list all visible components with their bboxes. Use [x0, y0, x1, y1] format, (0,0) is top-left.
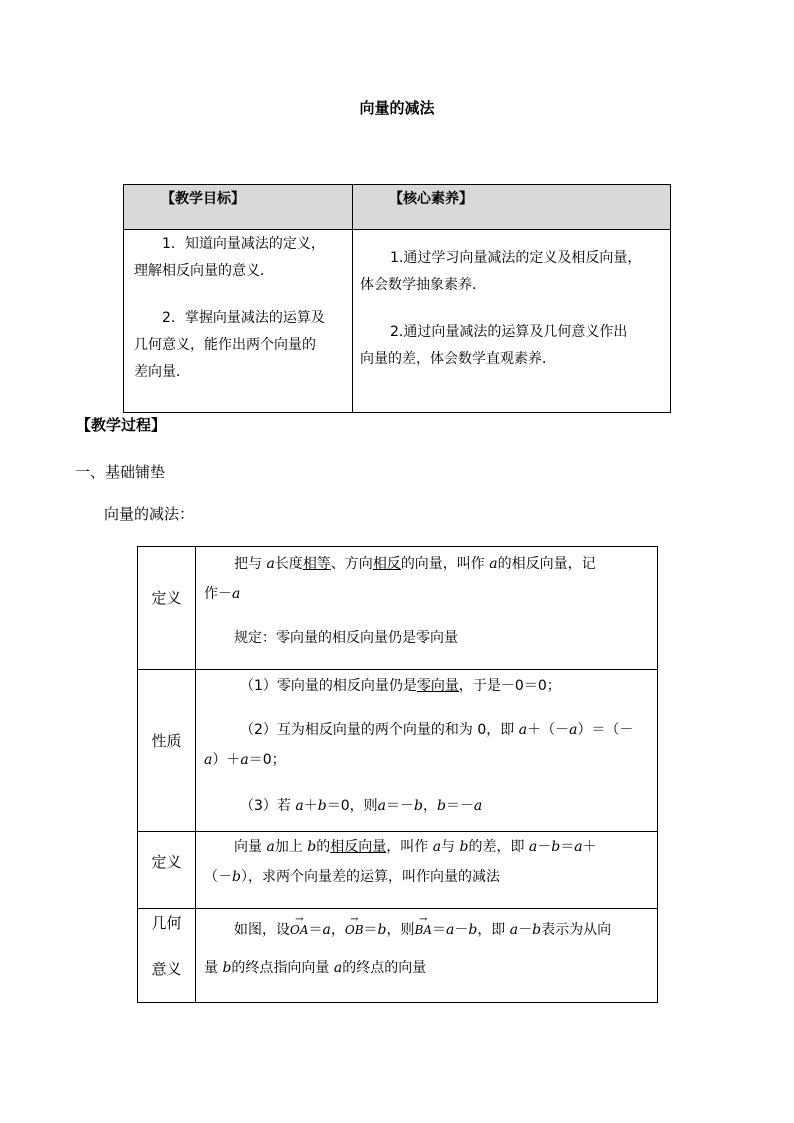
- section-heading: 一、基础铺垫: [75, 463, 166, 481]
- definition-opposite-text: 把与 a长度相等、方向相反的向量，叫作 a的相反向量，记 作－a 规定：零向量的相反向量仍是零向量: [204, 556, 596, 646]
- page-title: 向量的减法: [359, 99, 435, 117]
- properties-text: （1）零向量的相反向量仍是零向量，于是－0＝0； （2）互为相反向量的两个向量的和为 0，即 a＋（－a）＝（－ a）＋a＝0； （3）若 a＋b＝0，则a＝－b，b＝－a: [204, 678, 634, 814]
- label-property: 性质: [151, 732, 182, 750]
- label-meaning: 意义: [151, 960, 182, 978]
- header-goals: 【教学目标】: [161, 191, 245, 207]
- goals-table: [123, 184, 671, 413]
- intro-text: 向量的减法：: [104, 505, 195, 523]
- process-heading: 【教学过程】: [76, 416, 167, 434]
- literacy-item-1: 1.通过学习向量减法的定义及相反向量， 体会数学抽象素养．: [360, 250, 642, 293]
- label-definition-2: 定义: [151, 853, 182, 871]
- geometric-meaning-text: 如图，设→ OA＝a，→ OB＝b，则→ BA＝a－b，即 a－b表示为从向 量 b的终点指向向量 a的终点的向量: [204, 915, 654, 983]
- vector-oa: → OA: [290, 915, 309, 945]
- subtraction-table: [137, 546, 658, 1003]
- header-literacy: 【核心素养】: [389, 191, 473, 207]
- header-cell-literacy: [353, 185, 670, 230]
- goal-item-2: 2．掌握向量减法的运算及 几何意义，能作出两个向量的 差向量．: [134, 310, 325, 380]
- header-cell-goals: [124, 185, 352, 230]
- literacy-item-2: 2.通过向量减法的运算及几何意义作出 向量的差，体会数学直观素养．: [360, 324, 628, 367]
- vector-ba: → BA: [415, 915, 432, 945]
- goal-item-1: 1．知道向量减法的定义， 理解相反向量的意义．: [134, 236, 325, 279]
- label-geometric: 几何: [151, 914, 182, 932]
- definition-subtraction-text: 向量 a加上 b的相反向量，叫作 a与 b的差，即 a－b＝a＋ （－b），求两个向量差的运算，叫作向量的减法: [204, 839, 597, 885]
- label-definition: 定义: [151, 589, 182, 607]
- vector-ob: → OB: [345, 915, 364, 945]
